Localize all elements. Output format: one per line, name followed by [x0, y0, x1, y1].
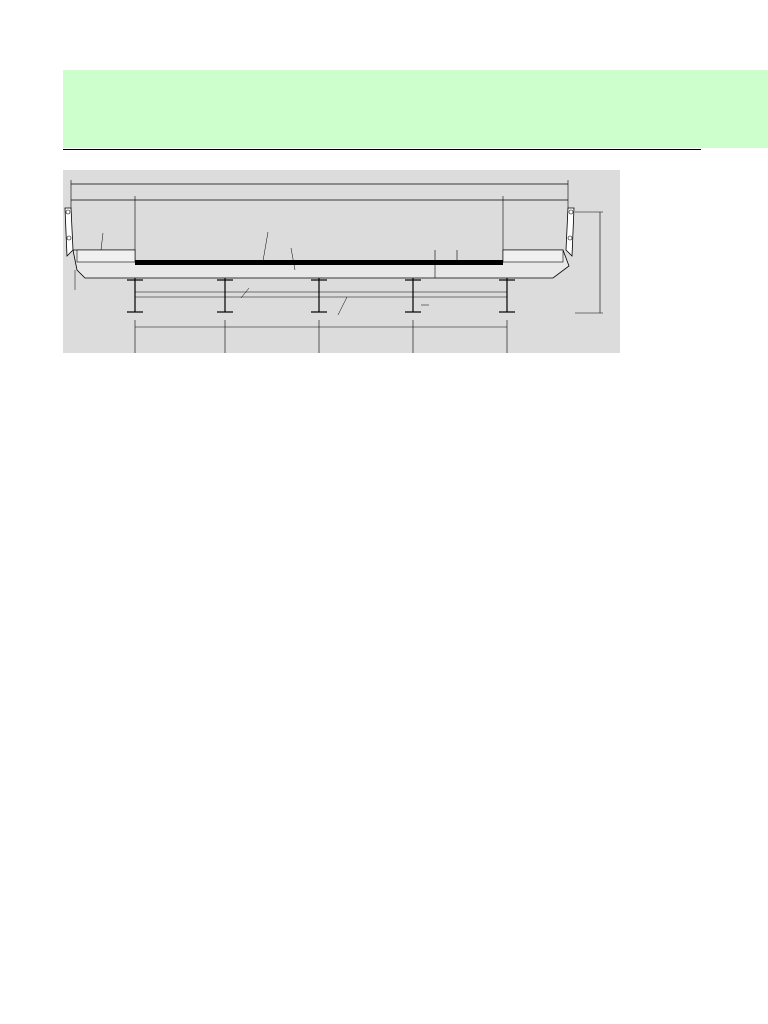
bridge-cross-section-diagram — [63, 170, 620, 353]
header-divider — [63, 149, 701, 150]
report-header — [63, 70, 768, 148]
